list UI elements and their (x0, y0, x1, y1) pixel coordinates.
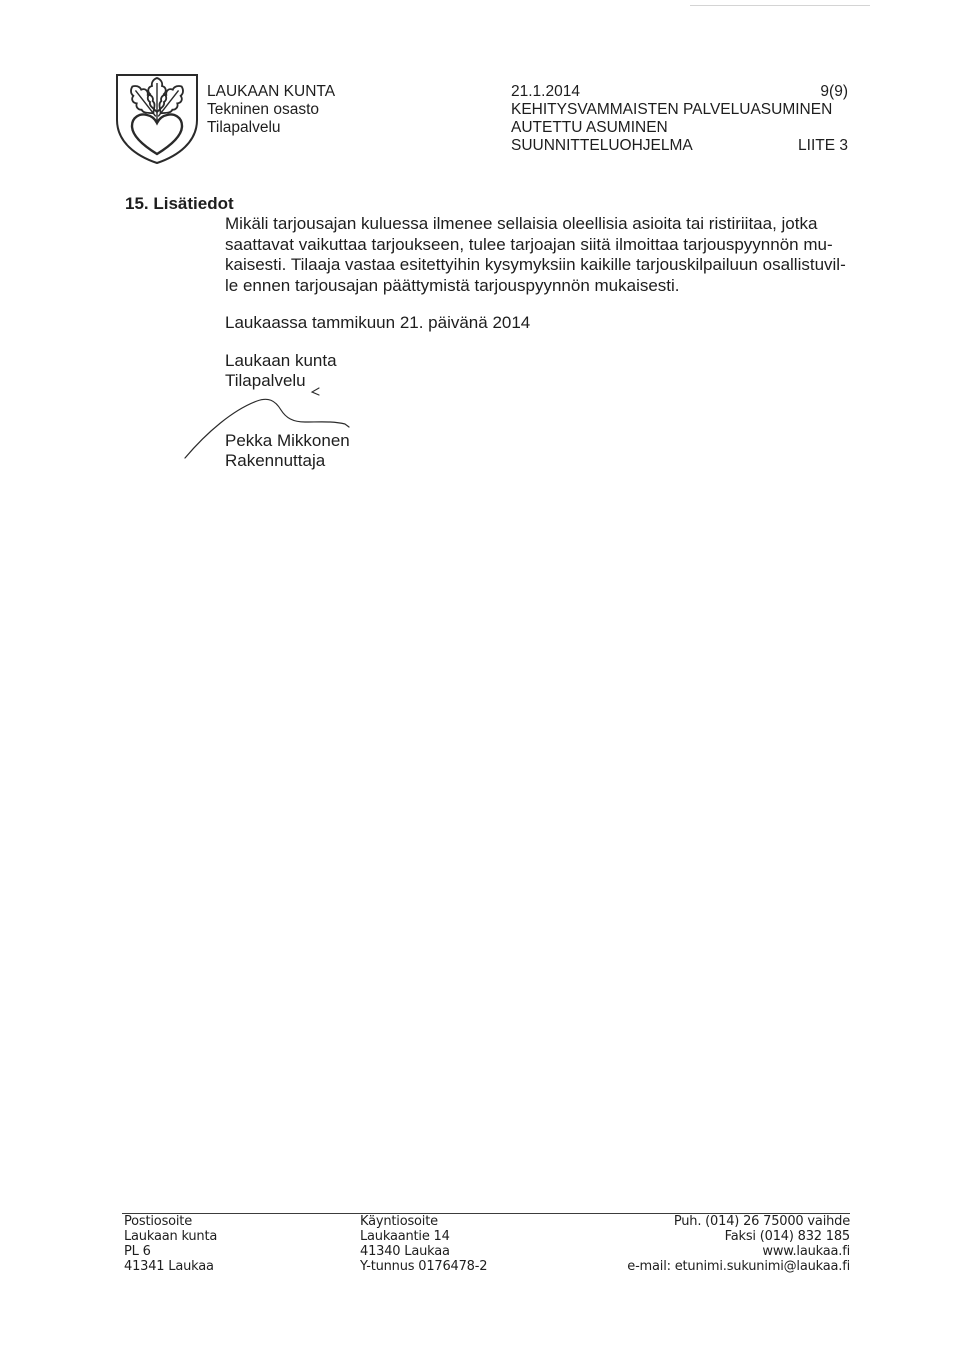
section-heading: 15. Lisätiedot (125, 194, 234, 213)
business-id: Y-tunnus 0176478-2 (360, 1259, 488, 1274)
department-name: Tekninen osasto (207, 101, 320, 118)
signer-title: Rakennuttaja (225, 451, 326, 470)
email-address: e-mail: etunimi.sukunimi@laukaa.fi (627, 1259, 850, 1274)
header-type-row (511, 137, 848, 155)
unit-name: Tilapalvelu (207, 119, 281, 136)
project-subtitle: AUTETTU ASUMINEN (511, 119, 668, 136)
footer-contact (627, 1214, 850, 1274)
header-organization-block (207, 83, 335, 137)
visiting-address-line: Laukaantie 14 (360, 1229, 450, 1244)
phone-number: Puh. (014) 26 75000 vaihde (673, 1214, 850, 1229)
closing-organization: Laukaan kunta (225, 351, 337, 370)
website: www.laukaa.fi (762, 1244, 850, 1259)
signer-block (225, 431, 350, 471)
document-type: SUUNNITTELUOHJELMA (511, 137, 693, 154)
scan-edge-line (690, 5, 870, 6)
paragraph-line: saattavat vaikuttaa tarjoukseen, tulee tarjoajan siitä ilmoittaa tarjouspyynnön mu- (225, 234, 833, 254)
place-and-date: Laukaassa tammikuun 21. päivänä 2014 (225, 313, 531, 332)
page-number: 9(9) (820, 83, 848, 100)
postal-address-line: Laukaan kunta (124, 1229, 218, 1244)
signature-initial-mark (312, 388, 319, 395)
paragraph-line: le ennen tarjousajan päättymistä tarjouspyynnön mukaisesti. (225, 275, 680, 295)
section-paragraph (225, 214, 846, 296)
header-document-block (511, 83, 848, 155)
coat-of-arms-icon (112, 70, 202, 166)
postal-address-line: 41341 Laukaa (124, 1259, 214, 1274)
signer-name: Pekka Mikkonen (225, 431, 350, 450)
closing-unit: Tilapalvelu (225, 371, 306, 390)
paragraph-line: Mikäli tarjousajan kuluessa ilmenee sellaisia oleellisia asioita tai ristiriitaa, jotka (225, 214, 818, 233)
visiting-address-label: Käyntiosoite (360, 1214, 438, 1229)
project-title: KEHITYSVAMMAISTEN PALVELUASUMINEN (511, 101, 833, 118)
attachment-label: LIITE 3 (798, 137, 848, 154)
postal-address-line: PL 6 (124, 1244, 151, 1259)
visiting-address-line: 41340 Laukaa (360, 1244, 450, 1259)
fax-number: Faksi (014) 832 185 (724, 1229, 850, 1244)
postal-address-label: Postiosoite (124, 1214, 192, 1229)
header-date-row (511, 83, 848, 101)
organization-name: LAUKAAN KUNTA (207, 83, 336, 100)
paragraph-line: kaisesti. Tilaaja vastaa esitettyihin kysymyksiin kaikille tarjouskilpailuun osallistuvil- (225, 255, 846, 274)
document-date: 21.1.2014 (511, 83, 580, 100)
footer-postal-address (124, 1214, 217, 1274)
footer-visiting-address (360, 1214, 487, 1274)
